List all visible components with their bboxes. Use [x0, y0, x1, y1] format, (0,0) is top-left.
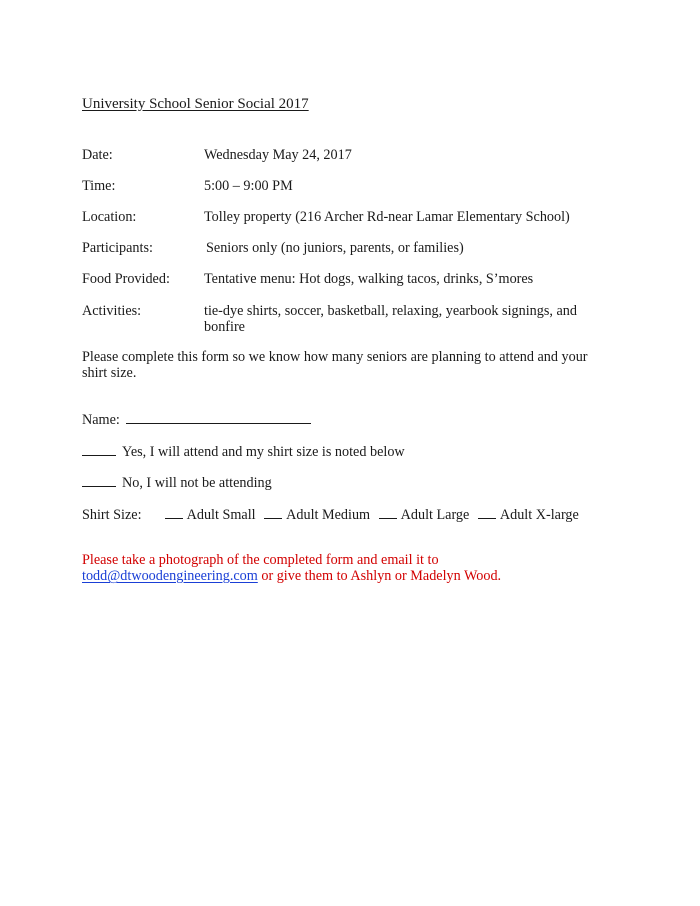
attend-no-text: No, I will not be attending: [122, 475, 272, 491]
shirt-xlarge-blank[interactable]: [478, 506, 496, 519]
detail-value-location: Tolley property (216 Archer Rd-near Lamar Elementary School): [204, 209, 570, 225]
shirt-small-blank[interactable]: [165, 506, 183, 519]
attend-no-row: [82, 474, 272, 492]
shirt-option-xlarge: [478, 506, 579, 524]
shirt-xlarge-label: Adult X-large: [499, 507, 579, 523]
instruction-paragraph: Please complete this form so we know how many seniors are planning to attend and your shirt size.: [82, 349, 588, 381]
detail-value-time: 5:00 – 9:00 PM: [204, 178, 293, 194]
detail-label-food: Food Provided:: [82, 271, 170, 287]
attend-no-blank[interactable]: [82, 474, 116, 487]
detail-label-date: Date:: [82, 147, 113, 163]
attend-yes-blank[interactable]: [82, 443, 116, 456]
detail-label-participants: Participants:: [82, 240, 153, 256]
shirt-size-row: [82, 506, 584, 524]
shirt-small-label: Adult Small: [186, 507, 256, 523]
shirt-option-large: [379, 506, 470, 524]
shirt-large-label: Adult Large: [400, 507, 470, 523]
footer-note: [82, 552, 542, 584]
detail-value-date: Wednesday May 24, 2017: [204, 147, 352, 163]
shirt-option-small: [165, 506, 256, 524]
shirt-option-medium: [264, 506, 370, 524]
detail-label-activities: Activities:: [82, 303, 142, 319]
attend-yes-row: [82, 443, 405, 461]
name-blank[interactable]: [126, 411, 311, 424]
email-link[interactable]: todd@dtwoodengineering.com: [82, 568, 258, 584]
shirt-large-blank[interactable]: [379, 506, 397, 519]
detail-value-food: Tentative menu: Hot dogs, walking tacos, drinks, S’mores: [204, 271, 534, 287]
footer-text-after: or give them to Ashlyn or Madelyn Wood.: [261, 568, 502, 584]
document-title: University School Senior Social 2017: [82, 96, 309, 112]
footer-text-before: Please take a photograph of the completed form and email it to: [82, 552, 439, 568]
attend-yes-text: Yes, I will attend and my shirt size is noted below: [122, 444, 405, 460]
detail-label-location: Location:: [82, 209, 137, 225]
name-field-row: [82, 411, 311, 429]
detail-label-time: Time:: [82, 178, 116, 194]
shirt-medium-label: Adult Medium: [286, 507, 371, 523]
detail-row-activities: [82, 303, 622, 337]
detail-value-activities: tie-dye shirts, soccer, basketball, relaxing, yearbook signings, and bonfire: [204, 303, 577, 335]
name-label: Name:: [82, 412, 120, 428]
shirt-size-label: Shirt Size:: [82, 507, 142, 523]
shirt-medium-blank[interactable]: [264, 506, 282, 519]
detail-value-participants: Seniors only (no juniors, parents, or families): [206, 240, 464, 256]
